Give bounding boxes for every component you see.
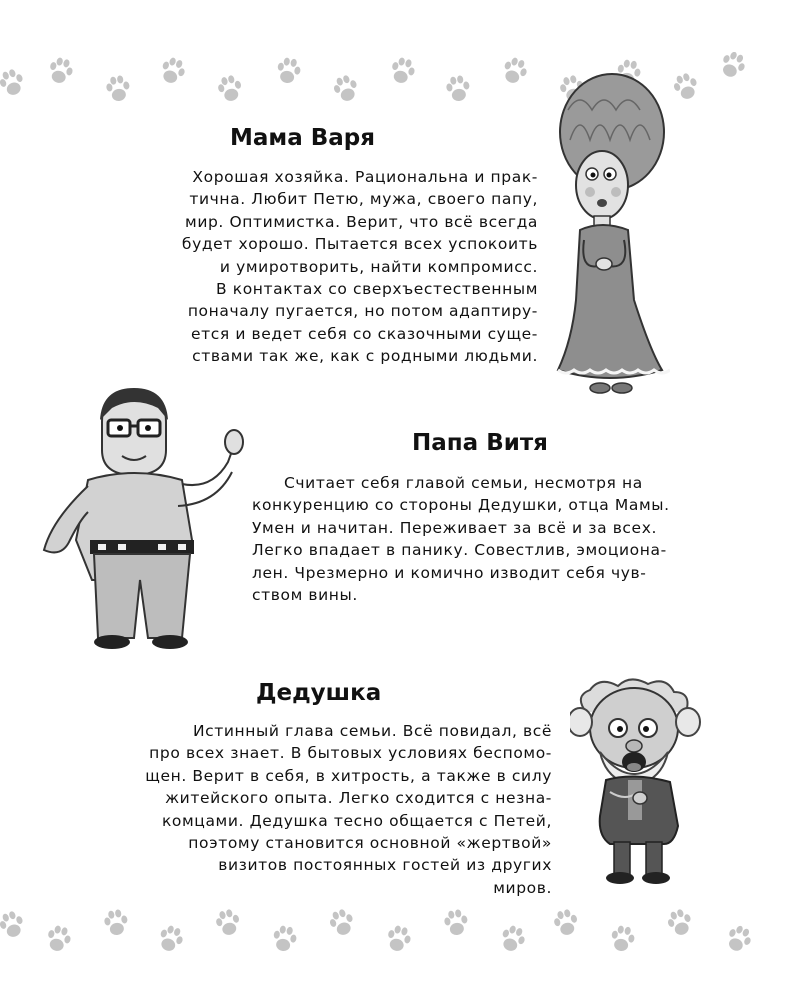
section-text-mama-varya: [80, 166, 538, 368]
text-line: и умиротворить, найти компромисс.: [219, 257, 538, 276]
text-line: Умен и начитан. Переживает за всё и за всех.: [252, 518, 657, 537]
text-line: миров.: [493, 878, 552, 897]
text-line: лен. Чрезмерно и комично изводит себя чув-: [252, 563, 647, 582]
paw-prints-bottom: [0, 908, 800, 968]
text-line: Легко впадает в панику. Совестлив, эмоциона-: [252, 541, 667, 560]
text-line: Истинный глава семьи. Всё повидал, всё: [192, 722, 552, 740]
section-text-dedushka: [40, 720, 552, 899]
text-line: будет хорошо. Пытается всех успокоить: [181, 235, 538, 254]
section-title-papa-vitya: Папа Витя: [412, 430, 548, 456]
dedushka-illustration: [570, 676, 720, 886]
text-line: ством вины.: [252, 586, 358, 605]
section-title-dedushka: Дедушка: [256, 680, 382, 706]
text-line: визитов постоянных гостей из других: [218, 856, 552, 875]
text-line: ется и ведет себя со сказочными суще-: [191, 324, 538, 343]
paw-prints-top: [0, 52, 800, 112]
text-line: Считает себя главой семьи, несмотря на: [284, 474, 643, 492]
text-line: поэтому становится основной «жертвой»: [188, 834, 552, 853]
text-line: Хорошая хозяйка. Рациональна и прак-: [192, 168, 538, 186]
section-text-papa-vitya: [252, 472, 772, 606]
text-line: В контактах со сверхъестественным: [216, 280, 538, 299]
text-line: конкуренцию со стороны Дедушки, отца Мамы.: [252, 496, 670, 515]
text-line: про всех знает. В бытовых условиях беспомо-: [149, 744, 552, 763]
paw-border-bottom: [0, 908, 800, 968]
papa-vitya-illustration: [32, 380, 252, 655]
section-title-mama-varya: Мама Варя: [230, 125, 376, 151]
text-line: ствами так же, как с родными людьми.: [192, 347, 538, 366]
text-line: поначалу пугается, но потом адаптиру-: [187, 302, 538, 321]
text-line: мир. Оптимистка. Верит, что всё всегда: [185, 212, 538, 231]
mama-varya-illustration: [550, 70, 670, 400]
text-line: житейского опыта. Легко сходится с незна-: [165, 789, 552, 808]
text-line: щен. Верит в себя, в хитрость, а также в силу: [145, 766, 552, 785]
paw-border-top: [0, 52, 800, 112]
text-line: комцами. Дедушка тесно общается с Петей,: [161, 811, 552, 830]
text-line: тична. Любит Петю, мужа, своего папу,: [189, 190, 538, 209]
